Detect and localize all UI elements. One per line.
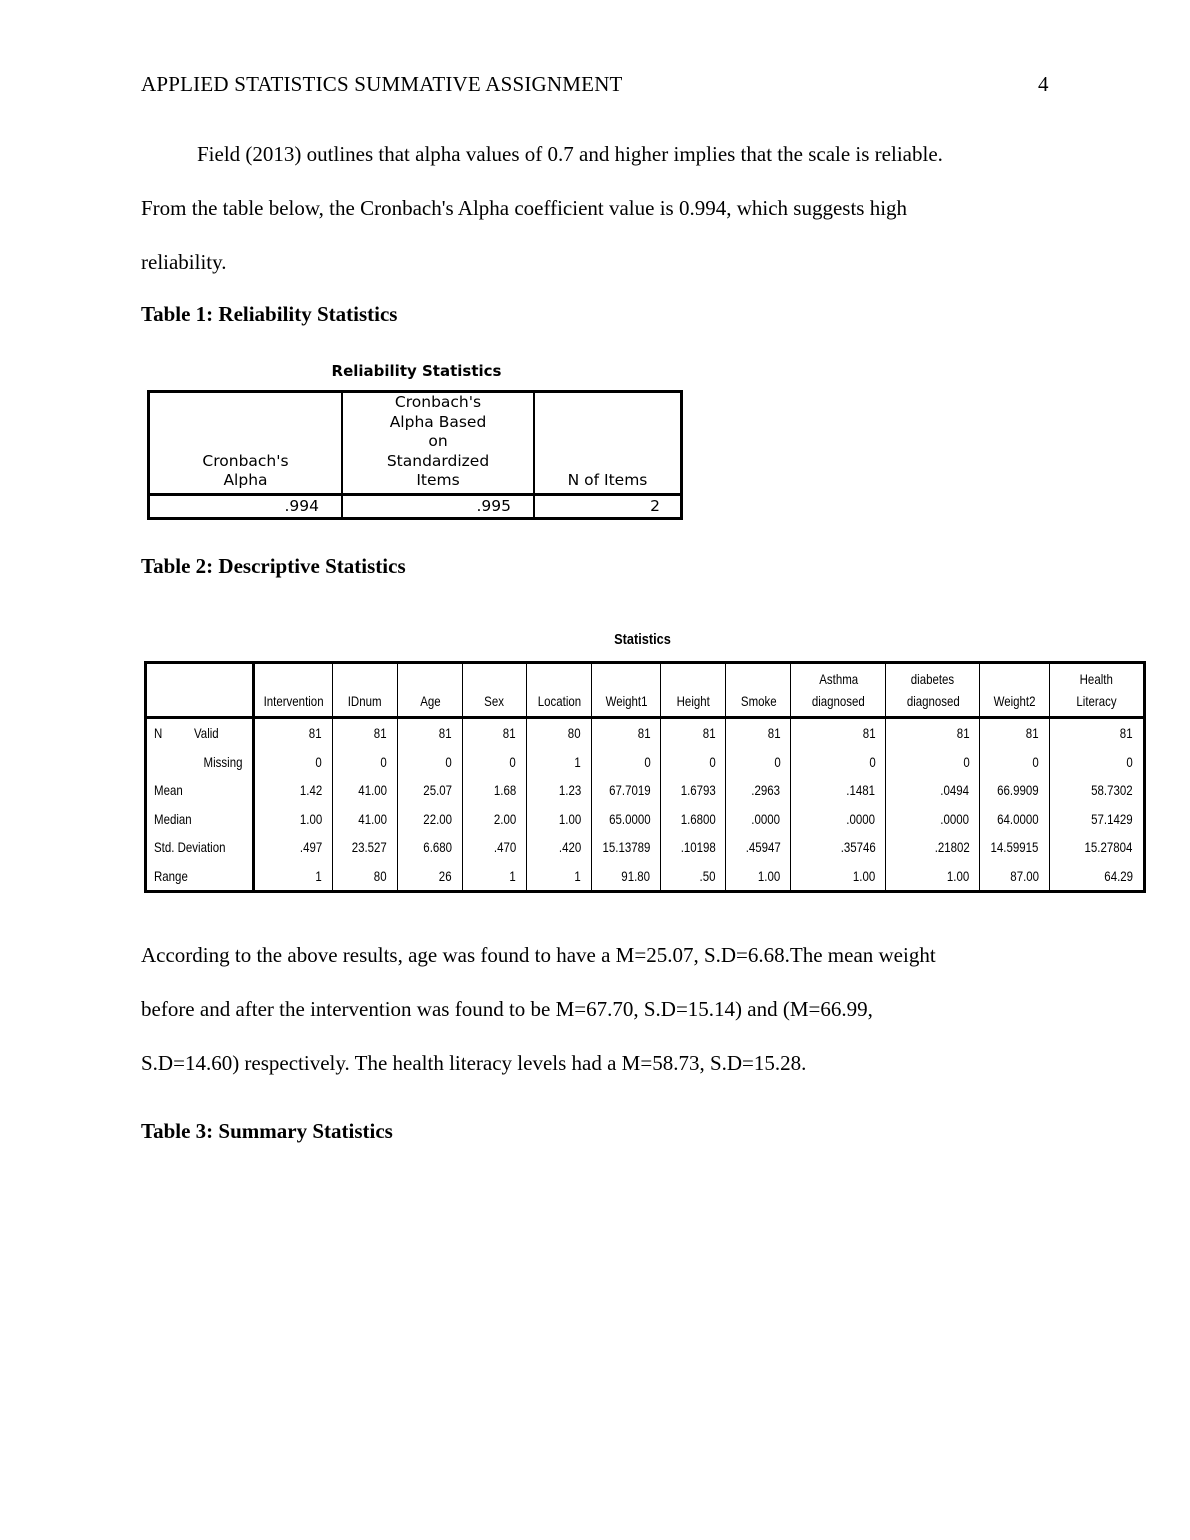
column-header-line: Literacy bbox=[1076, 693, 1117, 709]
column-header bbox=[886, 663, 980, 718]
row-label bbox=[146, 862, 254, 892]
column-header bbox=[592, 663, 661, 718]
table-cell bbox=[463, 862, 527, 892]
statistics-header-row bbox=[146, 663, 1145, 718]
cell-value: 81 bbox=[1026, 725, 1039, 742]
table-cell bbox=[661, 833, 726, 862]
column-header-line: diagnosed bbox=[906, 693, 960, 709]
table-cell bbox=[1049, 805, 1144, 834]
cell-value: 80 bbox=[374, 867, 387, 884]
table-cell bbox=[1049, 718, 1144, 748]
table-cell bbox=[1049, 748, 1144, 777]
table-cell bbox=[791, 748, 886, 777]
table-cell bbox=[726, 718, 791, 748]
table-cell bbox=[980, 833, 1049, 862]
table-cell bbox=[398, 748, 463, 777]
results-paragraph bbox=[141, 942, 1051, 1104]
cell-value: 41.00 bbox=[358, 782, 387, 799]
row-label bbox=[146, 718, 194, 748]
cell-value: 81 bbox=[767, 725, 781, 742]
table-row bbox=[146, 718, 1145, 748]
column-header-line: Weight2 bbox=[993, 693, 1036, 709]
table-cell bbox=[791, 776, 886, 805]
row-label-text: Range bbox=[154, 867, 188, 884]
cell-value: 81 bbox=[702, 725, 716, 742]
header-alpha-standardized bbox=[342, 392, 534, 495]
column-header-line: Sex bbox=[484, 693, 505, 709]
column-header-line: Asthma bbox=[818, 671, 858, 687]
cell-value: 58.7302 bbox=[1091, 782, 1133, 799]
header-line: Cronbach's bbox=[202, 451, 289, 470]
table-cell bbox=[791, 862, 886, 892]
table-cell bbox=[463, 748, 527, 777]
row-label bbox=[146, 833, 254, 862]
cell-value: 2.00 bbox=[493, 810, 516, 827]
cell-value: 81 bbox=[862, 725, 876, 742]
cell-value: 1.42 bbox=[299, 782, 322, 799]
table-cell bbox=[980, 718, 1049, 748]
table3-caption: Table 3: Summary Statistics bbox=[141, 1119, 393, 1143]
results-line: According to the above results, age was found to have a M=25.07, S.D=6.68.The mean weight bbox=[141, 943, 936, 967]
cell-value: 81 bbox=[309, 725, 322, 742]
row-label-text: Median bbox=[154, 810, 192, 827]
table-cell bbox=[592, 748, 661, 777]
table-cell bbox=[527, 748, 592, 777]
table-cell bbox=[463, 833, 527, 862]
cell-value: .470 bbox=[493, 839, 516, 856]
column-header bbox=[661, 663, 726, 718]
cell-value: 22.00 bbox=[423, 810, 452, 827]
table-cell bbox=[980, 805, 1049, 834]
table-cell bbox=[886, 748, 980, 777]
row-sublabel-text: Valid bbox=[193, 725, 219, 742]
cell-value: .2963 bbox=[751, 782, 781, 799]
table-cell bbox=[1049, 833, 1144, 862]
table-cell bbox=[398, 718, 463, 748]
column-header bbox=[726, 663, 791, 718]
cell-value: 23.527 bbox=[351, 839, 387, 856]
cell-value: 57.1429 bbox=[1091, 810, 1133, 827]
cell-value: 14.59915 bbox=[990, 839, 1039, 856]
reliability-table bbox=[147, 390, 683, 520]
table-cell bbox=[661, 805, 726, 834]
cell-value: 1 bbox=[315, 867, 322, 884]
row-label bbox=[146, 776, 254, 805]
cell-value: 0 bbox=[774, 753, 781, 770]
header-line: on bbox=[428, 432, 448, 450]
column-header-line: Age bbox=[419, 693, 441, 709]
table-row bbox=[146, 833, 1145, 862]
cell-value: 0 bbox=[445, 753, 452, 770]
table-cell bbox=[661, 748, 726, 777]
table-row bbox=[146, 748, 1145, 777]
cell-value: .0000 bbox=[846, 810, 876, 827]
header-line: Standardized bbox=[386, 451, 490, 470]
cell-value: 81 bbox=[374, 725, 387, 742]
row-label-text: Mean bbox=[154, 782, 183, 799]
cell-value: 15.13789 bbox=[602, 839, 651, 856]
table-cell bbox=[254, 748, 333, 777]
cell-value: 81 bbox=[503, 725, 516, 742]
column-header bbox=[791, 663, 886, 718]
results-line: before and after the intervention was found to be M=67.70, S.D=15.14) and (M=66.99, bbox=[141, 997, 873, 1021]
header-n-of-items bbox=[534, 392, 682, 495]
cell-value: 81 bbox=[637, 725, 651, 742]
row-label-text: N bbox=[154, 725, 163, 742]
cell-alpha-standardized: .995 bbox=[342, 494, 534, 518]
cell-value: 0 bbox=[315, 753, 322, 770]
cell-value: 91.80 bbox=[621, 867, 651, 884]
cell-value: 64.0000 bbox=[997, 810, 1039, 827]
cell-value: 1.00 bbox=[758, 867, 781, 884]
table-cell bbox=[886, 805, 980, 834]
header-line: Items bbox=[416, 471, 460, 489]
statistics-table bbox=[144, 661, 1146, 893]
cell-value: 0 bbox=[1126, 753, 1133, 770]
cell-value: 0 bbox=[963, 753, 970, 770]
column-header bbox=[1049, 663, 1144, 718]
cell-value: 66.9909 bbox=[997, 782, 1039, 799]
cell-value: .0494 bbox=[940, 782, 970, 799]
table-cell bbox=[254, 805, 333, 834]
table-cell bbox=[333, 833, 398, 862]
table-row bbox=[149, 494, 682, 518]
cell-value: 26 bbox=[439, 867, 452, 884]
header-line: Cronbach's bbox=[394, 393, 482, 411]
cell-value: 0 bbox=[380, 753, 387, 770]
table-cell bbox=[333, 805, 398, 834]
cell-value: 1.00 bbox=[853, 867, 876, 884]
header-corner bbox=[146, 663, 254, 718]
table-cell bbox=[463, 805, 527, 834]
table-cell bbox=[463, 718, 527, 748]
table-cell bbox=[592, 805, 661, 834]
cell-value: 1.6793 bbox=[680, 782, 716, 799]
cell-value: 81 bbox=[439, 725, 452, 742]
cell-value: 1 bbox=[574, 753, 581, 770]
table-cell bbox=[592, 833, 661, 862]
cell-alpha: .994 bbox=[149, 494, 343, 518]
cell-value: .497 bbox=[299, 839, 322, 856]
table-cell bbox=[398, 805, 463, 834]
cell-value: .50 bbox=[699, 867, 716, 884]
cell-n-items: 2 bbox=[534, 494, 682, 518]
cell-value: .420 bbox=[558, 839, 581, 856]
table-cell bbox=[1049, 776, 1144, 805]
cell-value: 0 bbox=[709, 753, 716, 770]
header-line: Alpha Based bbox=[389, 412, 487, 431]
column-header-line: Weight1 bbox=[605, 693, 648, 709]
cell-value: 65.0000 bbox=[608, 810, 651, 827]
cell-value: 1.6800 bbox=[680, 810, 716, 827]
cell-value: 1 bbox=[574, 867, 581, 884]
table2-caption: Table 2: Descriptive Statistics bbox=[141, 554, 406, 578]
cell-value: .45947 bbox=[745, 839, 781, 856]
cell-value: 0 bbox=[509, 753, 516, 770]
results-line: S.D=14.60) respectively. The health literacy levels had a M=58.73, S.D=15.28. bbox=[141, 1051, 807, 1075]
table-row bbox=[146, 776, 1145, 805]
cell-value: 1 bbox=[509, 867, 516, 884]
cell-value: 1.23 bbox=[558, 782, 581, 799]
table-cell bbox=[527, 862, 592, 892]
table-cell bbox=[661, 776, 726, 805]
cell-value: 15.27804 bbox=[1084, 839, 1133, 856]
column-header-line: IDnum bbox=[348, 693, 382, 709]
table-cell bbox=[527, 718, 592, 748]
table-cell bbox=[886, 833, 980, 862]
table-cell bbox=[254, 776, 333, 805]
table-cell bbox=[980, 776, 1049, 805]
column-header-line: Health bbox=[1079, 671, 1113, 687]
table-cell bbox=[791, 805, 886, 834]
header-line: N of Items bbox=[567, 471, 648, 489]
table-cell bbox=[398, 862, 463, 892]
page-number: 4 bbox=[1038, 72, 1049, 96]
table-cell bbox=[886, 718, 980, 748]
table-cell bbox=[398, 776, 463, 805]
table-cell bbox=[726, 748, 791, 777]
table-cell bbox=[726, 805, 791, 834]
table-cell bbox=[333, 862, 398, 892]
cell-value: 0 bbox=[869, 753, 876, 770]
cell-value: 1.00 bbox=[299, 810, 322, 827]
column-header-line: Smoke bbox=[740, 693, 777, 709]
row-label-text: Std. Deviation bbox=[154, 839, 226, 856]
table-cell bbox=[980, 862, 1049, 892]
column-header bbox=[980, 663, 1049, 718]
table-cell bbox=[333, 718, 398, 748]
table-cell bbox=[527, 805, 592, 834]
column-header-line: diagnosed bbox=[811, 693, 865, 709]
cell-value: 1.00 bbox=[558, 810, 581, 827]
table-cell bbox=[333, 776, 398, 805]
header-title: APPLIED STATISTICS SUMMATIVE ASSIGNMENT bbox=[141, 72, 623, 96]
cell-value: .0000 bbox=[751, 810, 781, 827]
table-cell bbox=[1049, 862, 1144, 892]
table-row bbox=[146, 805, 1145, 834]
column-header bbox=[463, 663, 527, 718]
header-line: Alpha bbox=[223, 471, 268, 489]
table-cell bbox=[254, 718, 333, 748]
cell-value: 0 bbox=[1032, 753, 1039, 770]
intro-paragraph bbox=[141, 141, 1051, 303]
table-cell bbox=[527, 776, 592, 805]
table-cell bbox=[527, 833, 592, 862]
table-cell bbox=[398, 833, 463, 862]
table1-caption: Table 1: Reliability Statistics bbox=[141, 302, 398, 326]
table-cell bbox=[463, 776, 527, 805]
table-cell bbox=[726, 862, 791, 892]
table-cell bbox=[886, 776, 980, 805]
column-header-line: Location bbox=[537, 693, 581, 709]
table-cell bbox=[661, 718, 726, 748]
column-header bbox=[527, 663, 592, 718]
table-cell bbox=[254, 862, 333, 892]
table-cell bbox=[661, 862, 726, 892]
column-header bbox=[333, 663, 398, 718]
intro-line: From the table below, the Cronbach's Alpha coefficient value is 0.994, which suggests high bbox=[141, 196, 908, 220]
column-header-line: diabetes bbox=[911, 671, 955, 687]
column-header-line: Height bbox=[676, 693, 710, 709]
cell-value: 67.7019 bbox=[608, 782, 651, 799]
table-cell bbox=[592, 862, 661, 892]
row-label bbox=[146, 805, 254, 834]
cell-value: 0 bbox=[644, 753, 651, 770]
table-cell bbox=[726, 776, 791, 805]
intro-line: reliability. bbox=[141, 250, 227, 274]
cell-value: 81 bbox=[956, 725, 970, 742]
row-label bbox=[146, 748, 194, 777]
cell-value: 64.29 bbox=[1104, 867, 1133, 884]
reliability-table-title: Reliability Statistics bbox=[331, 362, 502, 380]
row-sublabel-text: Missing bbox=[203, 753, 242, 770]
table-cell bbox=[886, 862, 980, 892]
table-cell bbox=[980, 748, 1049, 777]
cell-value: 80 bbox=[568, 725, 581, 742]
table-cell bbox=[791, 718, 886, 748]
row-sublabel bbox=[194, 748, 254, 777]
column-header-line: Intervention bbox=[263, 693, 324, 709]
cell-value: .0000 bbox=[940, 810, 970, 827]
table-row bbox=[146, 862, 1145, 892]
cell-value: .21802 bbox=[934, 839, 970, 856]
cell-value: .35746 bbox=[840, 839, 876, 856]
table-cell bbox=[592, 718, 661, 748]
cell-value: 25.07 bbox=[423, 782, 452, 799]
header-cronbach-alpha bbox=[149, 392, 343, 495]
table-cell bbox=[254, 833, 333, 862]
cell-value: 87.00 bbox=[1010, 867, 1039, 884]
table-cell bbox=[791, 833, 886, 862]
cell-value: 1.00 bbox=[947, 867, 970, 884]
column-header bbox=[254, 663, 333, 718]
cell-value: 81 bbox=[1120, 725, 1133, 742]
statistics-table-title: Statistics bbox=[614, 631, 671, 648]
cell-value: 41.00 bbox=[358, 810, 387, 827]
column-header bbox=[398, 663, 463, 718]
intro-line: Field (2013) outlines that alpha values of 0.7 and higher implies that the scale is reliable. bbox=[197, 142, 943, 166]
table-cell bbox=[592, 776, 661, 805]
cell-value: .10198 bbox=[680, 839, 716, 856]
row-sublabel bbox=[194, 718, 254, 748]
cell-value: 1.68 bbox=[493, 782, 516, 799]
table-cell bbox=[333, 748, 398, 777]
table-cell bbox=[726, 833, 791, 862]
cell-value: .1481 bbox=[846, 782, 876, 799]
cell-value: 6.680 bbox=[423, 839, 452, 856]
